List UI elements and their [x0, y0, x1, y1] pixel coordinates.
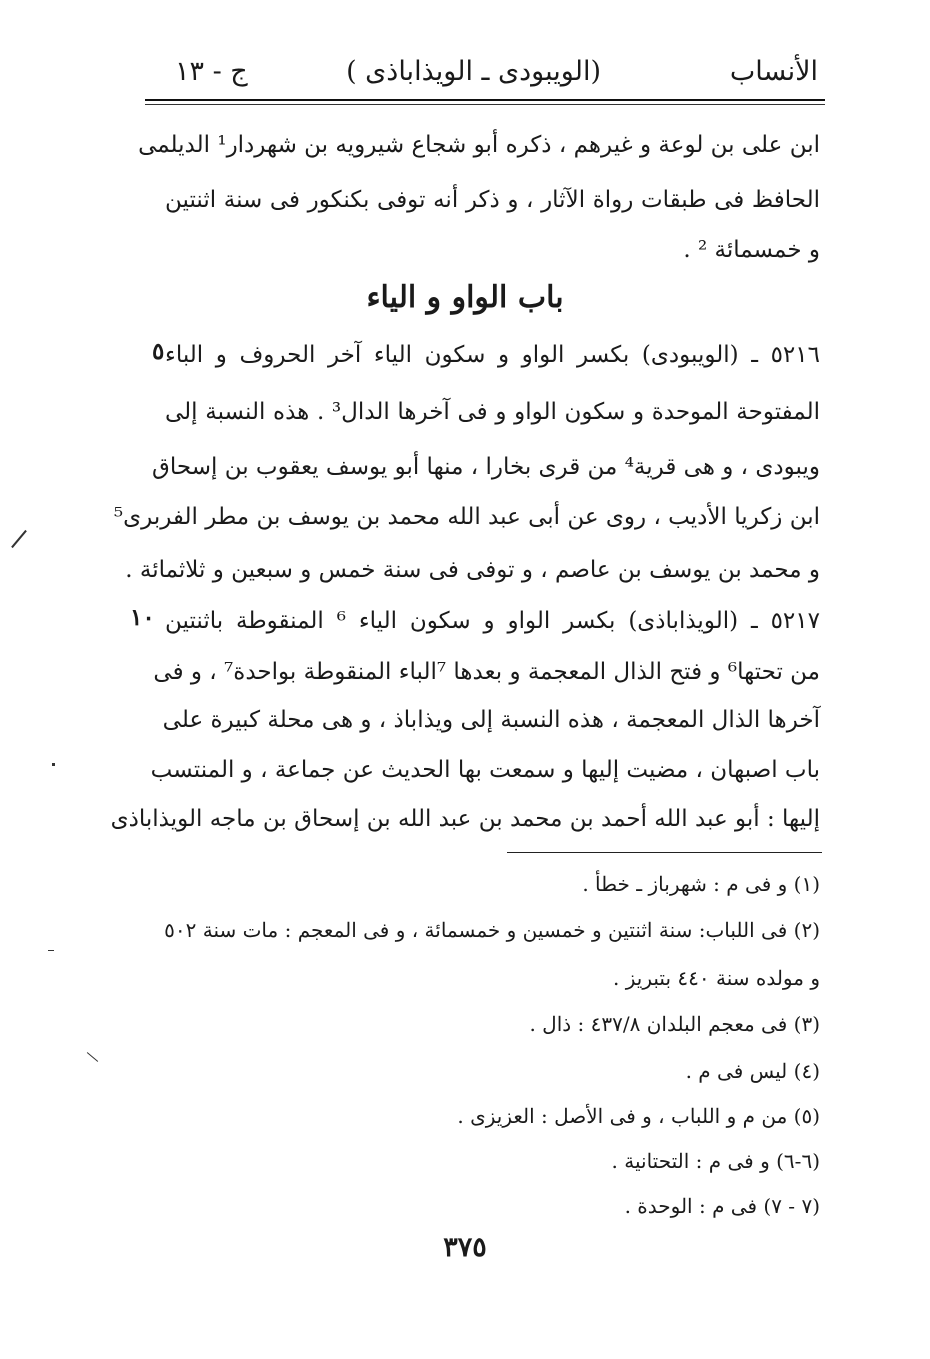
- footnote-rule: [507, 852, 822, 853]
- text-line: إليها : أبو عبد الله أحمد بن محمد بن عبد الله بن إسحاق بن ماجه الويذاباذى: [110, 806, 820, 832]
- text-line: ابن على بن لوعة و غيرهم ، ذكره أبو شجاع شيرويه بن شهردار¹ الديلمى: [138, 132, 820, 158]
- header-entry-range: (الويبودى ـ الويذاباذى ): [346, 56, 601, 87]
- margin-line-number: ٥: [152, 338, 165, 365]
- header-rule-thin: [145, 104, 825, 105]
- scan-mark: [48, 950, 54, 951]
- footnote: (٣) فى معجم البلدان ٤٣٧/٨ : ذال .: [529, 1012, 820, 1036]
- footnote: (٥) من م و اللباب ، و فى الأصل : العزيزى .: [457, 1104, 820, 1128]
- scan-mark: [87, 1052, 98, 1062]
- header-rule: [145, 99, 825, 101]
- entry-heading-line: ٥٢١٧ ـ (الويذاباذى) بكسر الواو و سكون الياء ⁶ المنقوطة باثنتين: [165, 608, 820, 634]
- entry-heading-line: ٥٢١٦ ـ (الويبودى) بكسر الواو و سكون الياء آخر الحروف و الباء: [165, 342, 820, 368]
- text-line: و محمد بن يوسف بن عاصم ، و توفى فى سنة خمس و سبعين و ثلاثمائة .: [125, 557, 820, 583]
- scan-mark: [11, 530, 27, 548]
- header-volume: ج - ١٣: [175, 56, 248, 87]
- page-number: ٣٧٥: [443, 1232, 487, 1263]
- text-line: و خمسمائة ² .: [683, 237, 820, 263]
- footnote: (٤) ليس فى م .: [685, 1059, 820, 1083]
- text-line: من تحتها⁶ و فتح الذال المعجمة و بعدها ⁷الباء المنقوطة بواحدة⁷ ، و فى: [153, 659, 820, 685]
- footnote: (٧ - ٧) فى م : الوحدة .: [624, 1194, 820, 1218]
- margin-line-number: ١٠: [130, 604, 155, 631]
- text-line: ابن زكريا الأديب ، روى عن أبى عبد الله محمد بن يوسف بن مطر الفربرى⁵: [113, 504, 820, 530]
- scan-mark: [52, 763, 55, 766]
- text-line: آخرها الذال المعجمة ، هذه النسبة إلى ويذاباذ ، و هى محلة كبيرة على: [162, 707, 820, 733]
- text-line: باب اصبهان ، مضيت إليها و سمعت بها الحديث عن جماعة ، و المنتسب: [150, 757, 820, 783]
- footnote-continuation: و مولده سنة ٤٤٠ بتبريز .: [613, 966, 820, 990]
- running-header: [150, 52, 826, 96]
- text-line: ويبودى ، و هى قرية⁴ من قرى بخارا ، منها أبو يوسف يعقوب بن إسحاق: [152, 454, 820, 480]
- header-book-title: الأنساب: [729, 56, 818, 87]
- footnote: (٢) فى اللباب: سنة اثنتين و خمسين و خمسمائة ، و فى المعجم : مات سنة ٥٠٢: [164, 918, 820, 942]
- footnote: (٦-٦) و فى م : التحتانية .: [611, 1149, 820, 1173]
- text-line: المفتوحة الموحدة و سكون الواو و فى آخرها الدال³ . هذه النسبة إلى: [165, 399, 820, 425]
- section-title: باب الواو و الياء: [366, 280, 564, 315]
- text-line: الحافظ فى طبقات رواة الآثار ، و ذكر أنه توفى بكنكور فى سنة اثنتين: [165, 187, 820, 213]
- footnote: (١) و فى م : شهرباز ـ خطأ .: [582, 872, 820, 896]
